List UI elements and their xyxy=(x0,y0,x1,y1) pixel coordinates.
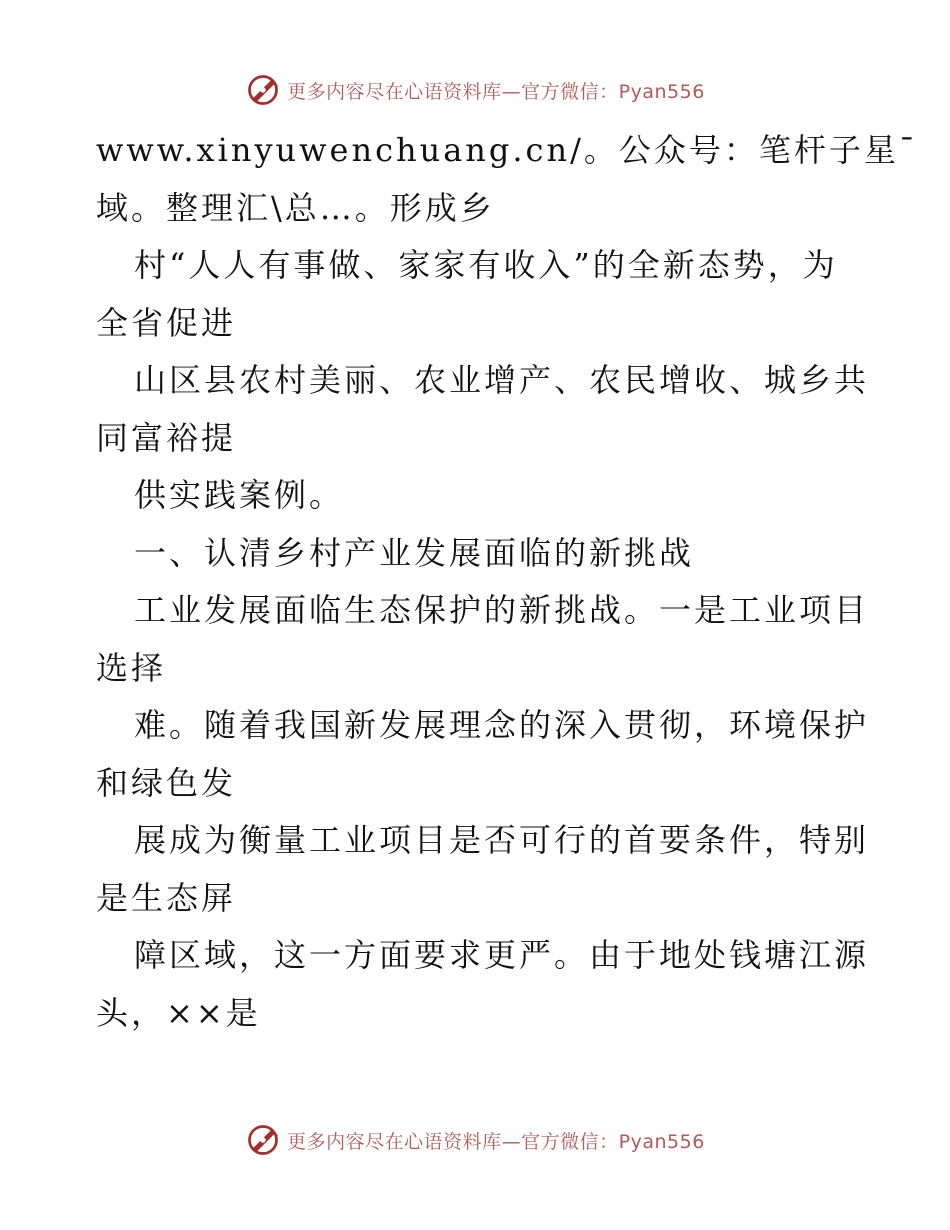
body-line: 头，××是 xyxy=(96,993,261,1032)
header-banner-inner xyxy=(245,72,705,108)
body-line: 选择 xyxy=(96,648,167,687)
body-line: 村“人人有事做、家家有收入”的全新态势，为 xyxy=(134,246,838,284)
body-line: 同富裕提 xyxy=(96,418,237,457)
body-line: 供实践案例。 xyxy=(134,476,345,514)
body-line: 是生态屏 xyxy=(96,878,237,917)
section-heading: 一、认清乡村产业发展面临的新挑战 xyxy=(134,533,695,572)
header-banner-text: 更多内容尽在心语资料库—官方微信：Pyan556 xyxy=(287,80,705,103)
body-line: 工业发展面临生态保护的新挑战。一是工业项目 xyxy=(134,591,870,629)
body-line: 展成为衡量工业项目是否可行的首要条件，特别 xyxy=(134,821,870,859)
footer-banner-text: 更多内容尽在心语资料库—官方微信：Pyan556 xyxy=(287,1130,705,1153)
pen-nib-logo-icon xyxy=(245,1122,281,1158)
body-line: 障区域，这一方面要求更严。由于地处钱塘江源 xyxy=(134,936,870,974)
document-body xyxy=(96,122,918,1042)
body-line: 山区县农村美丽、农业增产、农民增收、城乡共 xyxy=(134,361,870,399)
body-line: 难。随着我国新发展理念的深入贯彻，环境保护 xyxy=(134,706,870,744)
pen-nib-logo-icon xyxy=(245,72,281,108)
header-banner xyxy=(0,70,950,110)
footer-banner-inner xyxy=(245,1122,705,1158)
body-line: www.xinyuwenchuang.cn/。公众号：笔杆子星¯ xyxy=(96,131,918,169)
body-line: 域。整理汇\总…。形成乡 xyxy=(96,188,495,227)
footer-banner xyxy=(0,1120,950,1160)
body-line: 全省促进 xyxy=(96,303,237,342)
body-line: 和绿色发 xyxy=(96,763,237,802)
